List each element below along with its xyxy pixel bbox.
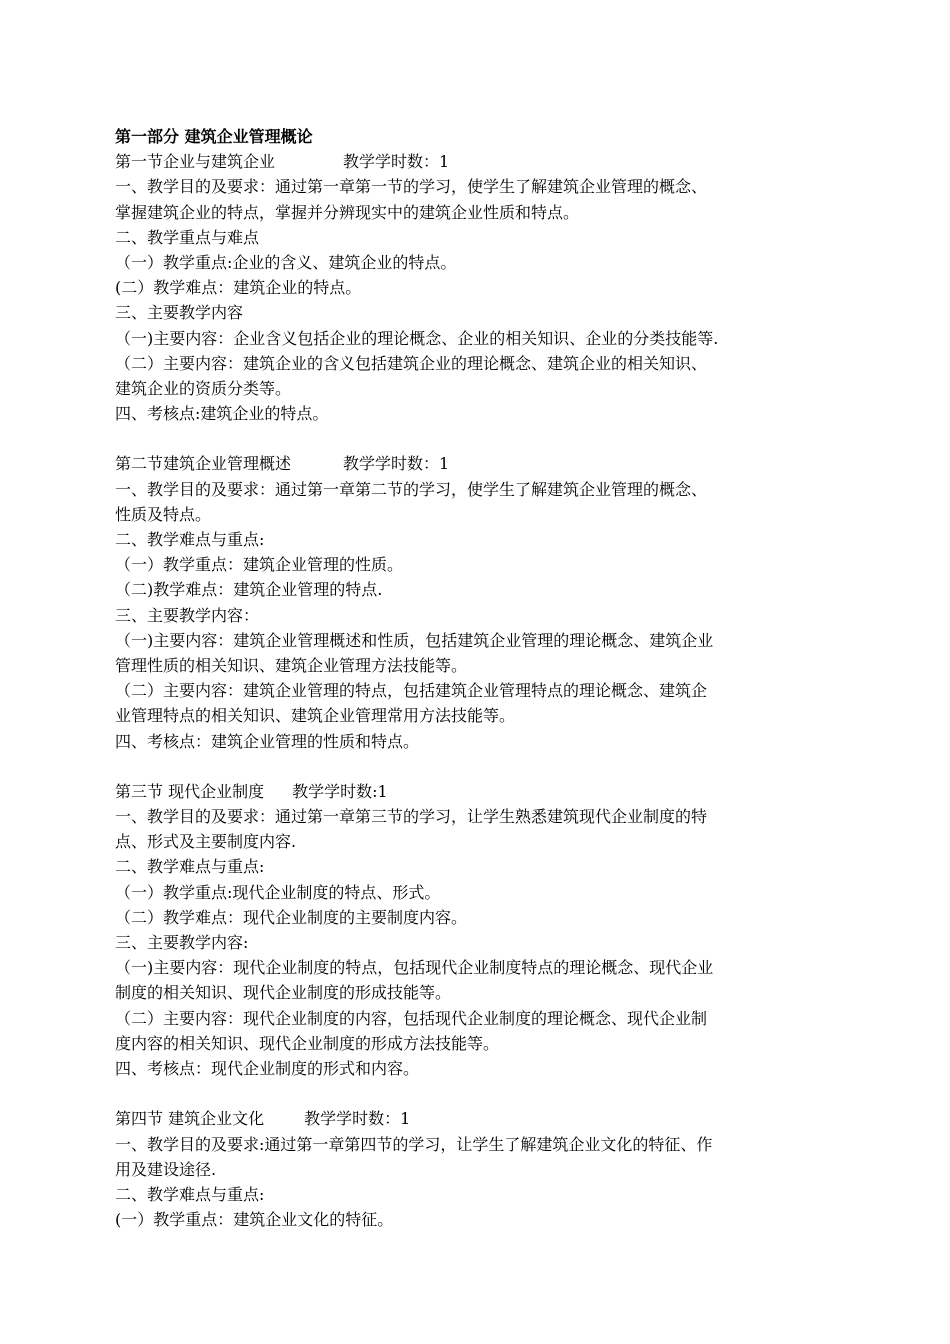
body-line: 四、考核点：现代企业制度的形式和内容。: [115, 1058, 420, 1078]
body-line: 四、考核点:建筑企业的特点。: [115, 404, 329, 424]
body-line: 三、主要教学内容:: [115, 933, 249, 952]
body-line: （一)主要内容：现代企业制度的特点，包括现代企业制度特点的理论概念、现代企业: [115, 958, 714, 978]
body-line: 四、考核点：建筑企业管理的性质和特点。: [115, 731, 420, 751]
body-line: 用及建设途径.: [115, 1159, 217, 1179]
body-line: 二、教学难点与重点:: [115, 857, 265, 877]
section-title: 第一节企业与建筑企业: [115, 152, 276, 172]
body-line: 一、教学目的及要求：通过第一章第三节的学习，让学生熟悉建筑现代企业制度的特: [115, 807, 708, 827]
body-line: 性质及特点。: [115, 504, 212, 524]
section-hours: 教学学时数：1: [343, 454, 450, 474]
body-line: （一）教学重点：建筑企业管理的性质。: [115, 555, 404, 575]
body-line: 二、教学重点与难点: [115, 227, 260, 247]
body-line: 一、教学目的及要求:通过第一章第四节的学习，让学生了解建筑企业文化的特征、作: [115, 1134, 713, 1154]
body-line: 一、教学目的及要求：通过第一章第一节的学习，使学生了解建筑企业管理的概念、: [115, 177, 708, 197]
section-title: 第二节建筑企业管理概述: [115, 454, 292, 474]
section-heading: [115, 779, 845, 804]
body-line: 二、教学难点与重点:: [115, 1184, 265, 1204]
body-line: 一、教学目的及要求：通过第一章第二节的学习，使学生了解建筑企业管理的概念、: [115, 479, 708, 499]
body-line: 建筑企业的资质分类等。: [115, 378, 292, 398]
section-heading: [115, 1106, 845, 1131]
body-line: （一）教学重点:现代企业制度的特点、形式。: [115, 882, 441, 902]
body-line: 度内容的相关知识、现代企业制度的形成方法技能等。: [115, 1033, 500, 1053]
section-hours: 教学学时数：1: [343, 152, 450, 172]
body-line: (一）教学重点：建筑企业文化的特征。: [115, 1210, 394, 1230]
body-line: 制度的相关知识、现代企业制度的形成技能等。: [115, 983, 452, 1003]
body-line: （一）教学重点:企业的含义、建筑企业的特点。: [115, 252, 457, 272]
section-title: 第三节 现代企业制度: [115, 781, 265, 801]
body-line: 业管理特点的相关知识、建筑企业管理常用方法技能等。: [115, 706, 516, 726]
body-line: (二）教学难点：建筑企业的特点。: [115, 278, 362, 298]
body-line: 点、形式及主要制度内容.: [115, 832, 297, 852]
body-line: （一)主要内容：建筑企业管理概述和性质，包括建筑企业管理的理论概念、建筑企业: [115, 630, 714, 650]
section-heading: [115, 451, 845, 476]
section-hours: 教学学时数：1: [304, 1109, 411, 1129]
part-title: 第一部分 建筑企业管理概论: [115, 127, 313, 146]
section-3: [115, 779, 845, 1081]
body-line: 二、教学难点与重点:: [115, 530, 265, 549]
body-line: 掌握建筑企业的特点，掌握并分辨现实中的建筑企业性质和特点。: [115, 202, 580, 222]
section-2: [115, 451, 845, 753]
section-gap: [115, 1081, 845, 1106]
body-line: （二）教学难点：现代企业制度的主要制度内容。: [115, 907, 468, 927]
section-title: 第四节 建筑企业文化: [115, 1109, 265, 1129]
section-hours: 教学学时数:1: [292, 781, 388, 801]
section-gap: [115, 426, 845, 451]
body-line: （二）主要内容：现代企业制度的内容，包括现代企业制度的理论概念、现代企业制: [115, 1008, 708, 1028]
body-line: （二）主要内容：建筑企业管理的特点，包括建筑企业管理特点的理论概念、建筑企: [115, 681, 708, 701]
body-line: 三、主要教学内容：: [115, 605, 260, 625]
document-body: [115, 124, 845, 1232]
section-1: [115, 149, 845, 426]
body-line: 管理性质的相关知识、建筑企业管理方法技能等。: [115, 655, 468, 675]
section-gap: [115, 754, 845, 779]
body-line: （一)主要内容：企业含义包括企业的理论概念、企业的相关知识、企业的分类技能等.: [115, 328, 719, 348]
section-heading: [115, 149, 845, 174]
body-line: （二)教学难点：建筑企业管理的特点.: [115, 580, 383, 600]
body-line: （二）主要内容：建筑企业的含义包括建筑企业的理论概念、建筑企业的相关知识、: [115, 353, 708, 373]
section-4: [115, 1106, 845, 1232]
body-line: 三、主要教学内容: [115, 303, 244, 323]
